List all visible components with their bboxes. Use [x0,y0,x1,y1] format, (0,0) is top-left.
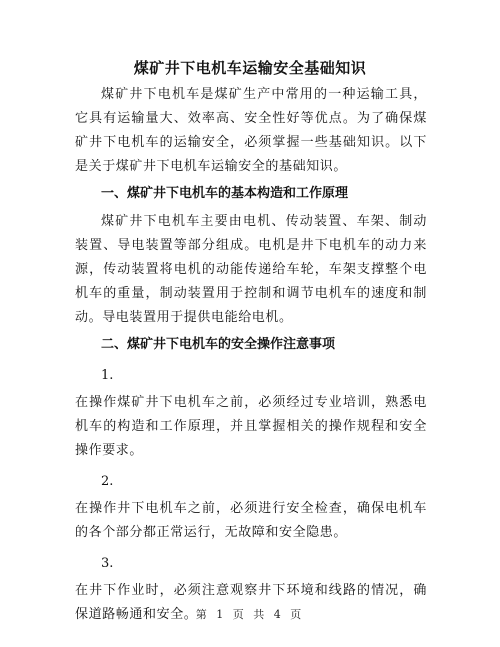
item-2-number: 2. [101,474,114,489]
item-1-text: 在操作煤矿井下电机车之前，必须经过专业培训，熟悉电机车的构造和工作原理，并且掌握相关的操作规程和安全操作要求。 [75,395,427,458]
section-1-heading: 一、煤矿井下电机车的基本构造和工作原理 [101,186,349,201]
item-2-text: 在操作井下电机车之前，必须进行安全检查，确保电机车的各个部分都正常运行，无故障和安全隐患。 [75,501,427,540]
item-3-text: 在井下作业时，必须注意观察井下环境和线路的情况，确保道路畅通和安全。 [75,583,427,622]
section-2-heading: 二、煤矿井下电机车的安全操作注意事项 [101,337,336,352]
item-1-number: 1. [101,368,114,383]
page-number-footer: 第 1 页 共 4 页 [195,608,305,621]
intro-paragraph: 煤矿井下电机车是煤矿生产中常用的一种运输工具，它具有运输量大、效率高、安全性好等优点。为了确保煤矿井下电机车的运输安全，必须掌握一些基础知识。以下是关于煤矿井下电机车运输安全的基础知识。 [75,87,427,174]
section-1-paragraph: 煤矿井下电机车主要由电机、传动装置、车架、制动装置、导电装置等部分组成。电机是井下电机车的动力来源，传动装置将电机的动能传递给车轮，车架支撑整个电机车的重量，制动装置用于控制和调节电机车的速度和制动。导电装置用于提供电能给电机。 [75,214,427,325]
item-3-number: 3. [101,556,114,571]
document-title: 煤矿井下电机车运输安全基础知识 [133,59,367,77]
document-body [75,83,427,631]
